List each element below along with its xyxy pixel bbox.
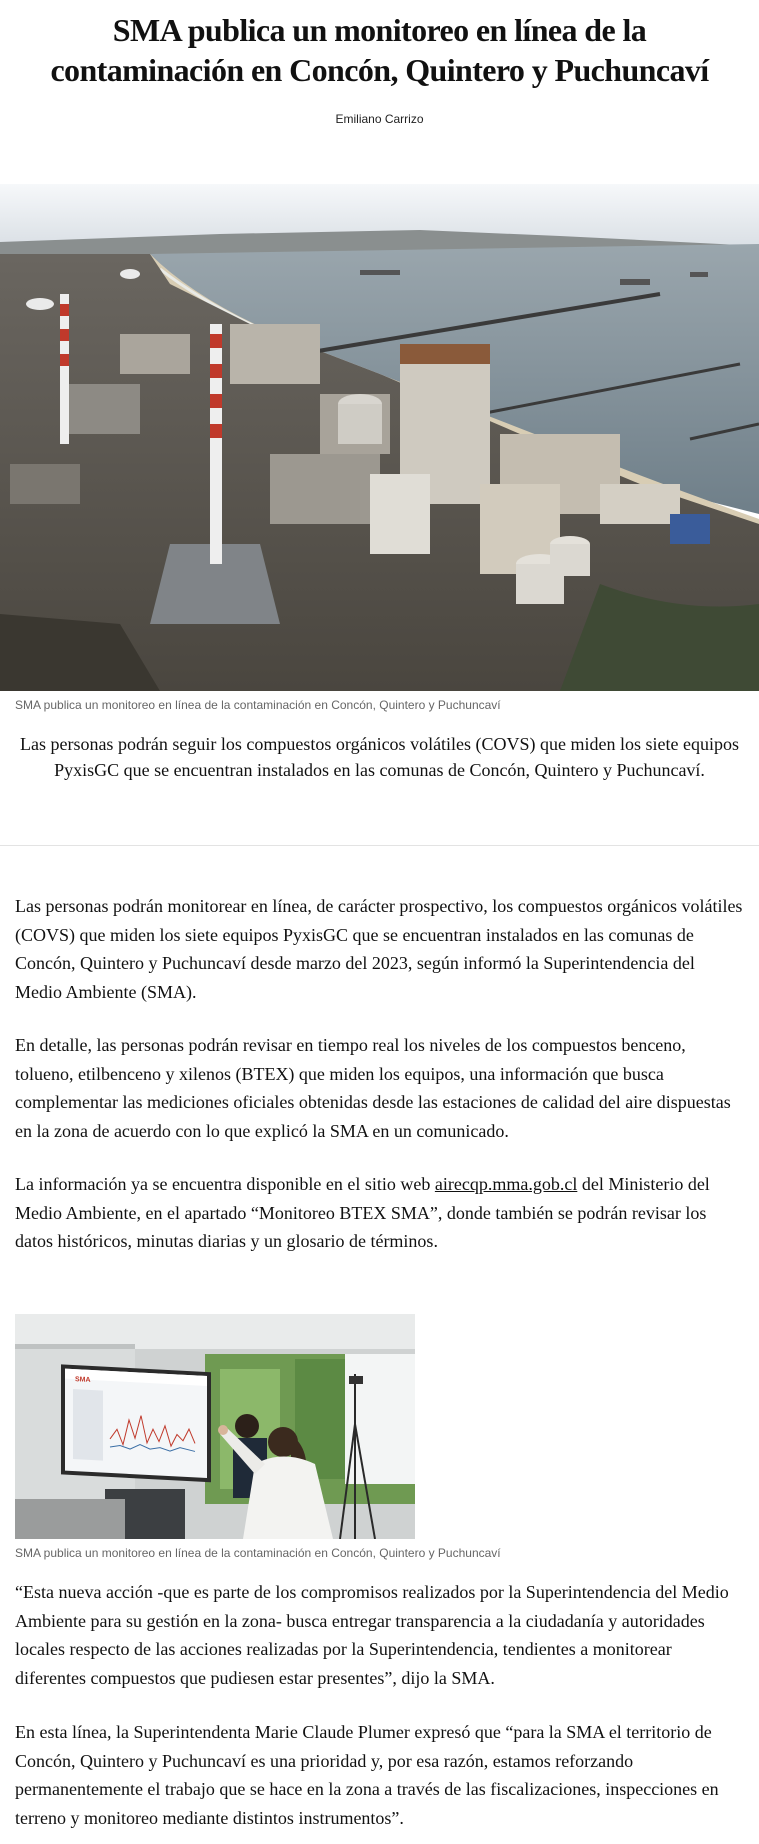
paragraph-3 [15, 1170, 745, 1256]
monitoring-photo [15, 1314, 415, 1539]
hero-image-caption: SMA publica un monitoreo en línea de la contaminación en Concón, Quintero y Puchuncaví [15, 698, 501, 712]
article-title: SMA publica un monitoreo en línea de la contaminación en Concón, Quintero y Puchuncaví [50, 12, 709, 88]
screen-sma-logo: SMA [75, 1376, 91, 1384]
hero-image [0, 184, 759, 691]
paragraph-3-text-after: del Ministerio del Medio Ambiente, en el apartado “Monitoreo BTEX SMA”, donde también se podrán revisar los datos históricos, minutas diarias y un glosario de términos. [15, 1174, 710, 1251]
author-byline[interactable]: Emiliano Carrizo [335, 112, 424, 126]
airecqp-link[interactable]: airecqp.mma.gob.cl [434, 1174, 578, 1194]
lede-divider [0, 845, 759, 846]
lab-screen-photo [15, 1314, 415, 1539]
industrial-port-aerial-photo [0, 184, 759, 691]
paragraph-1: Las personas podrán monitorear en línea, de carácter prospectivo, los compuestos orgánicos volátiles (COVS) que miden los siete equipos PyxisGC que se encuentran instalados en las comunas de Concón, Quintero y Puchuncaví desde marzo del 2023, según informó la Superintendencia del Medio Ambiente (SMA). [15, 896, 743, 1002]
paragraph-4: “Esta nueva acción -que es parte de los compromisos realizados por la Superintendencia del Medio Ambiente para su gestión en la zona- busca entregar transparencia a la ciudadanía y autoridades locales respecto de las acciones realizadas por la Superintendencia, tendientes a monitorear diferentes compuestos que pudiesen estar presentes”, dijo la SMA. [15, 1582, 729, 1688]
paragraph-5: En esta línea, la Superintendenta Marie Claude Plumer expresó que “para la SMA el territorio de Concón, Quintero y Puchuncaví es una prioridad y, por esa razón, estamos reforzando permanentemente el trabajo que se hace en la zona a través de las fiscalizaciones, inspecciones en terreno y monitoreo mediante distintos instrumentos”. [15, 1722, 719, 1828]
paragraph-3-text-before: La información ya se encuentra disponible en el sitio web [15, 1174, 435, 1194]
monitoring-photo-caption: SMA publica un monitoreo en línea de la contaminación en Concón, Quintero y Puchuncaví [15, 1546, 501, 1560]
article-lede: Las personas podrán seguir los compuestos orgánicos volátiles (COVS) que miden los siete equipos PyxisGC que se encuentran instalados en las comunas de Concón, Quintero y Puchuncaví. [19, 734, 740, 780]
paragraph-2: En detalle, las personas podrán revisar en tiempo real los niveles de los compuestos benceno, tolueno, etilbenceno y xilenos (BTEX) que miden los equipos, una información que busca complementar las mediciones oficiales obtenidas desde las estaciones de calidad del aire dispuestas en la zona de acuerdo con lo que explicó la SMA en un comunicado. [15, 1035, 731, 1141]
